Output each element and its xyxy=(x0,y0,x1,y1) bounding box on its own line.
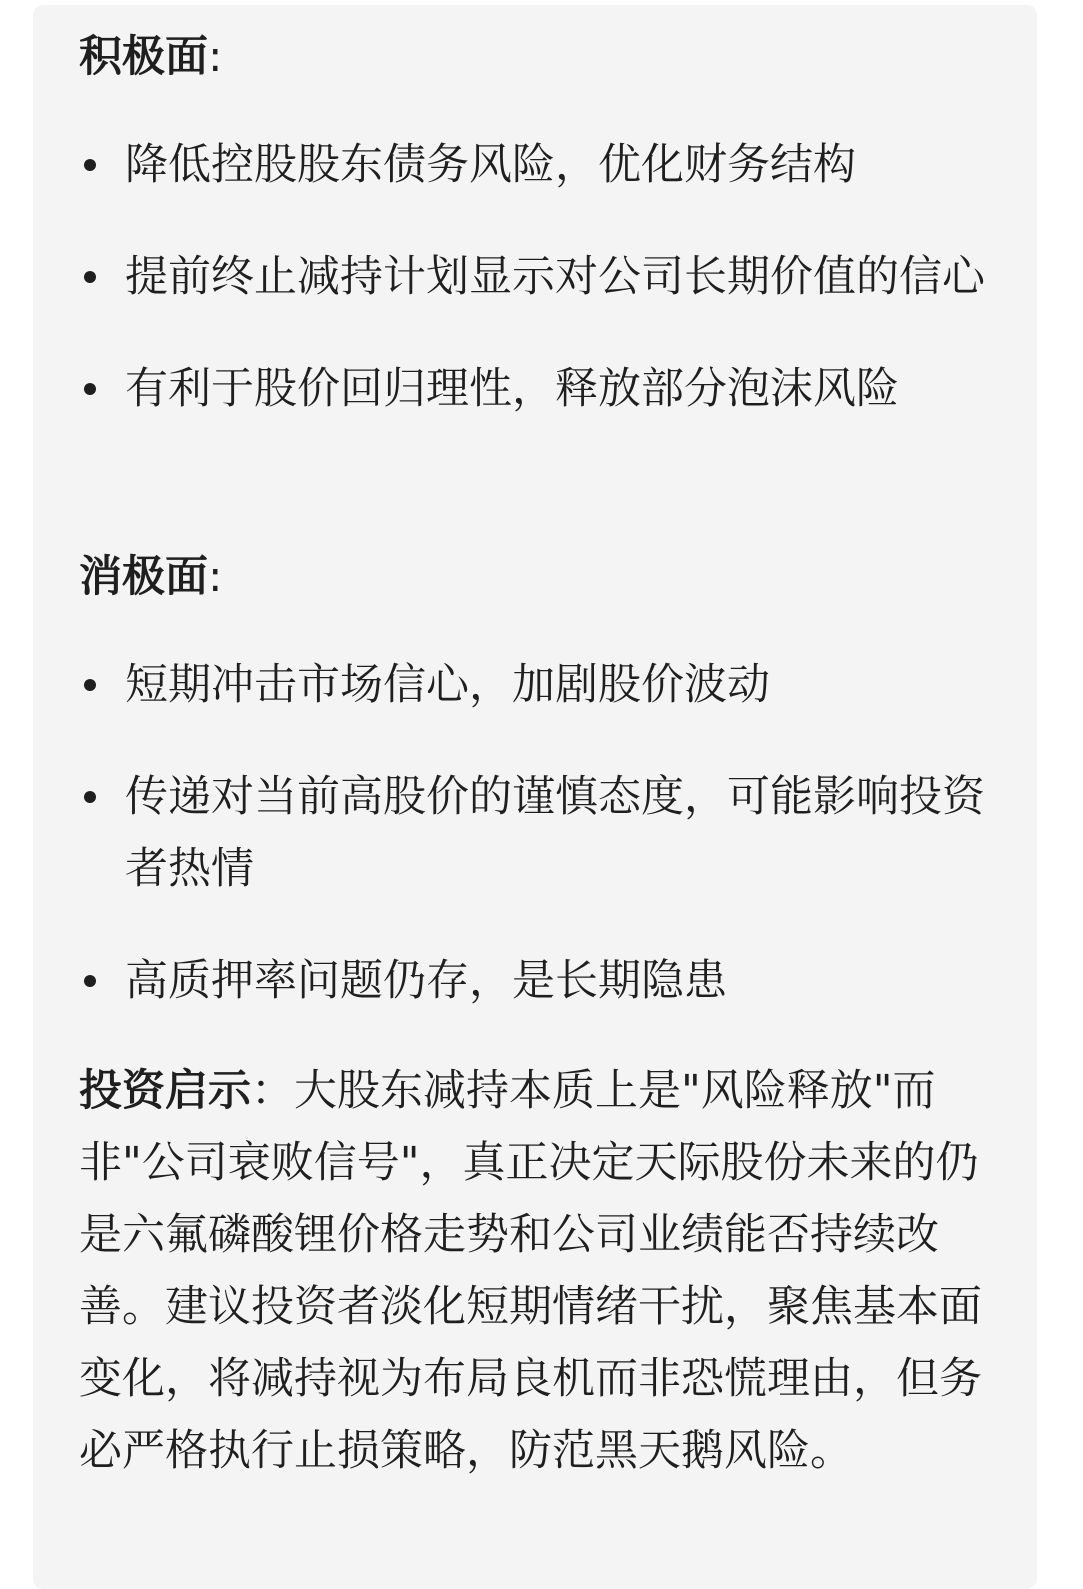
list-item xyxy=(79,241,994,313)
insight-heading: 投资启示 xyxy=(79,1066,251,1116)
list-item-text: 提前终止减持计划显示对公司长期价值的信心 xyxy=(125,252,985,302)
insight-paragraph xyxy=(79,1055,994,1487)
bullet-icon xyxy=(84,271,96,283)
bullet-icon xyxy=(84,159,96,171)
positive-heading-label: 积极面 xyxy=(79,32,208,82)
bullet-icon xyxy=(84,791,96,803)
bullet-icon xyxy=(84,383,96,395)
list-item xyxy=(79,649,994,721)
bullet-icon xyxy=(84,679,96,691)
list-item xyxy=(79,353,994,425)
list-item xyxy=(79,945,994,1017)
list-item-text: 短期冲击市场信心，加剧股价波动 xyxy=(125,660,770,710)
positive-heading xyxy=(79,21,994,93)
list-item-text: 降低控股股东债务风险，优化财务结构 xyxy=(125,140,856,190)
negative-list xyxy=(79,649,994,1017)
positive-heading-colon: : xyxy=(208,32,223,82)
positive-list xyxy=(79,129,994,425)
content-card xyxy=(33,5,1037,1589)
list-item xyxy=(79,761,994,905)
list-item xyxy=(79,129,994,201)
negative-heading-label: 消极面 xyxy=(79,552,208,602)
list-item-text: 传递对当前高股价的谨慎态度，可能影响投资者热情 xyxy=(125,772,985,894)
list-item-text: 有利于股价回归理性，释放部分泡沫风险 xyxy=(125,364,899,414)
negative-heading xyxy=(79,541,994,613)
bullet-icon xyxy=(84,975,96,987)
insight-text: 大股东减持本质上是"风险释放"而非"公司衰败信号"，真正决定天际股份未来的仍是六氟磷酸锂价格走势和公司业绩能否持续改善。建议投资者淡化短期情绪干扰，聚焦基本面变化，将减持视为布局良机而非恐慌理由，但务必严格执行止损策略，防范黑天鹅风险。 xyxy=(79,1066,982,1476)
list-item-text: 高质押率问题仍存，是长期隐患 xyxy=(125,956,727,1006)
negative-heading-colon: : xyxy=(208,552,223,602)
insight-colon: ： xyxy=(251,1066,294,1116)
